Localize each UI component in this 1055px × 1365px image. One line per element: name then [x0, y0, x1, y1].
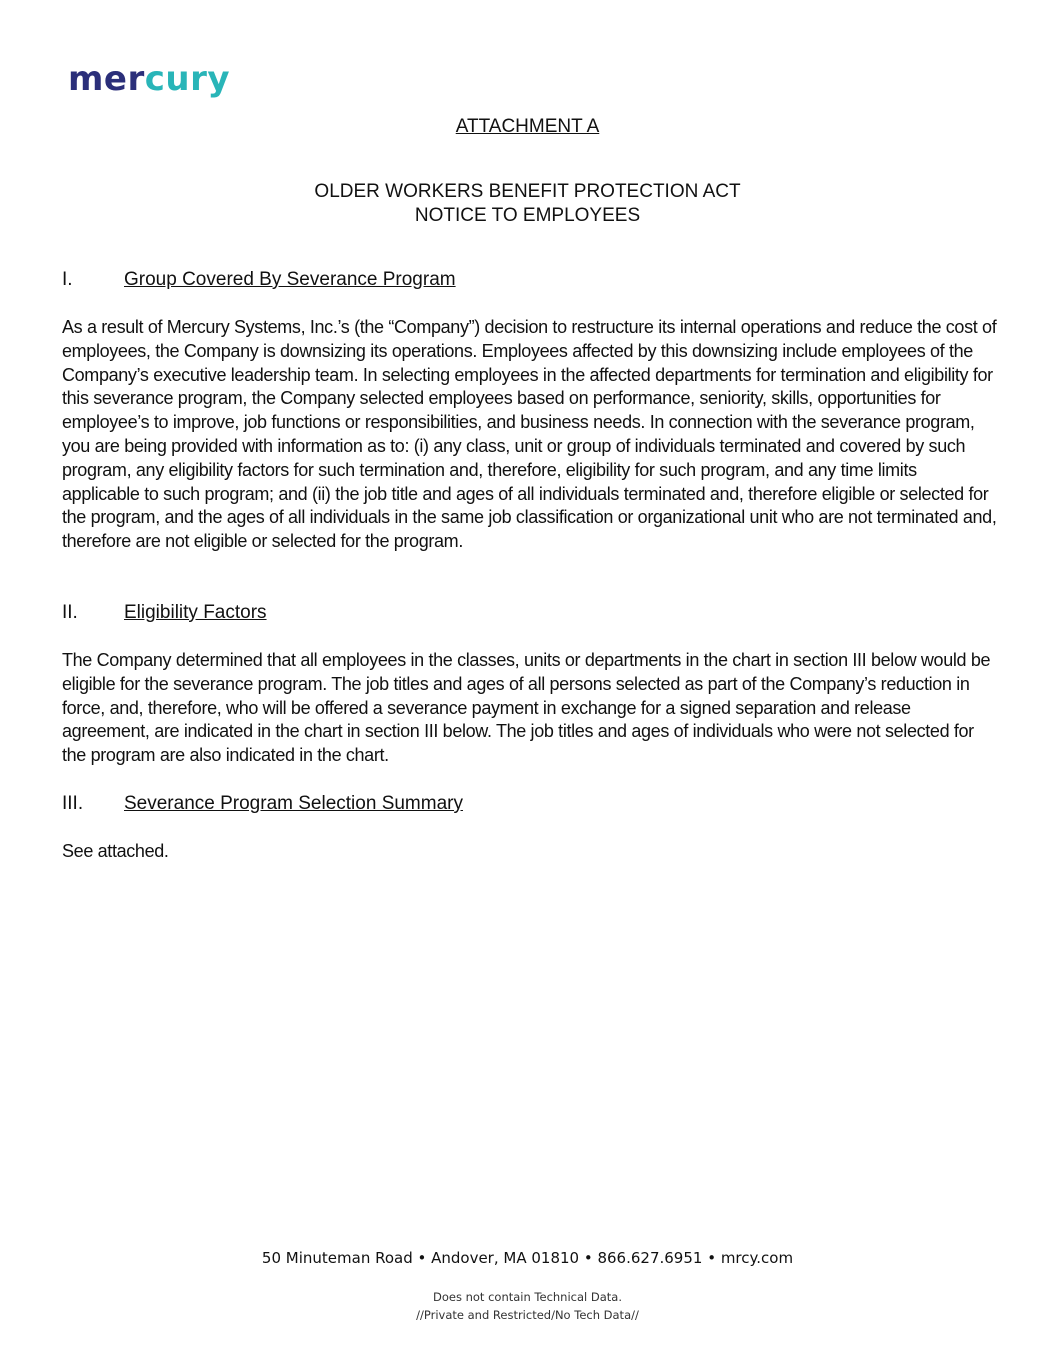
- footer-note-technical-data: Does not contain Technical Data.: [432, 1290, 623, 1304]
- mercury-logo: [66, 58, 256, 106]
- logo-teal-part: cury: [144, 59, 231, 99]
- footer-note-restricted: //Private and Restricted/No Tech Data//: [416, 1308, 639, 1322]
- section-body-1: As a result of Mercury Systems, Inc.’s (the “Company”) decision to restructure its internal operations and reduce the cost of employees, the Company is downsizing its operations. Employees affected by this downsizing include employees of the Company’s executive leadership team. In selecting employees in the affected departments for termination and eligibility for this severance program, the Company selected employees based on performance, seniority, skills, opportunities for employee’s to improve, job functions or responsibilities, and business needs. In connection with the severance program, you are being provided with information as to: (i) any class, unit or group of individuals terminated and covered by such program, any eligibility factors for such termination and, therefore, eligibility for such program, and any time limits applicable to such program; and (ii) the job title and ages of all individuals terminated and, therefore eligible or selected for the program, and the ages of all individuals in the same job classification or organizational unit who are not terminated and, therefore are not eligible or selected for the program.: [62, 317, 997, 552]
- logo-dark-part: mer: [68, 59, 145, 99]
- attachment-title: ATTACHMENT A: [455, 116, 600, 137]
- section-heading-1: [62, 268, 456, 292]
- section-title: Group Covered By Severance Program: [124, 269, 456, 290]
- footer-address: 50 Minuteman Road • Andover, MA 01810 • 866.627.6951 • mrcy.com: [261, 1249, 794, 1267]
- notice-title-line1: OLDER WORKERS BENEFIT PROTECTION ACT: [314, 181, 741, 202]
- mercury-logo-mark: [66, 58, 256, 106]
- section-title: Severance Program Selection Summary: [124, 793, 463, 814]
- notice-title-line2: NOTICE TO EMPLOYEES: [414, 205, 641, 226]
- svg-text:mercury: [68, 59, 230, 99]
- section-body-3: See attached.: [62, 841, 169, 861]
- section-title: Eligibility Factors: [124, 602, 267, 623]
- section-number: II.: [62, 602, 78, 623]
- section-heading-3: [62, 792, 463, 816]
- section-number: I.: [62, 269, 73, 290]
- section-heading-2: [62, 601, 267, 625]
- section-body-2: The Company determined that all employees in the classes, units or departments in the chart in section III below would be eligible for the severance program. The job titles and ages of all persons selected as part of the Company’s reduction in force, and, therefore, who will be offered a severance payment in exchange for a signed separation and release agreement, are indicated in the chart in section III below. The job titles and ages of individuals who were not selected for the program are also indicated in the chart.: [62, 650, 991, 766]
- section-number: III.: [62, 793, 84, 814]
